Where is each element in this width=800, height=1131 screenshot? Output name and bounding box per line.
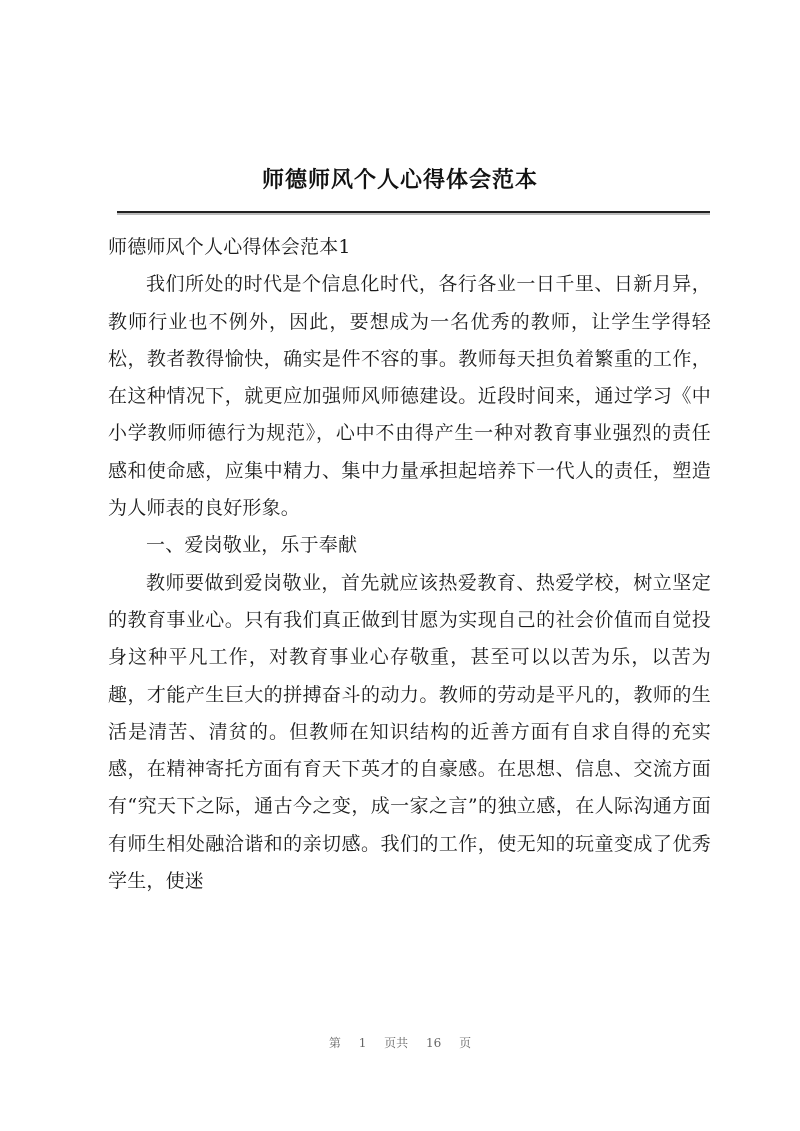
page-footer [0,1034,800,1051]
footer-prefix: 第 [328,1036,341,1050]
section-heading: 师德师风个人心得体会范本1 [108,236,351,258]
footer-middle: 页共 [384,1036,409,1050]
document-title: 师德师风个人心得体会范本 [261,167,538,193]
title-divider [117,211,710,213]
footer-suffix: 页 [459,1036,472,1050]
footer-total-pages: 16 [426,1036,442,1050]
paragraph-intro: 我们所处的时代是个信息化时代，各行各业一日千里、日新月异，教师行业也不例外，因此，要想成为一名优秀的教师，让学生学得轻松，教者教得愉快，确实是件不容的事。教师每天担负着繁重的工作，在这种情况下，就更应加强师风师德建设。近段时间来，通过学习《中小学教师师德行为规范》，心中不由得产生一种对教育事业强烈的责任感和使命感，应集中精力、集中力量承担起培养下一代人的责任，塑造为人师表的良好形象。 [108,273,711,520]
footer-page-number: 1 [358,1036,367,1050]
paragraph-dedication: 教师要做到爱岗敬业，首先就应该热爱教育、热爱学校，树立坚定的教育事业心。只有我们真正做到甘愿为实现自己的社会价值而自觉投身这种平凡工作，对教育事业心存敬重，甚至可以以苦为乐，以苦为趣，才能产生巨大的拼搏奋斗的动力。教师的劳动是平凡的，教师的生活是清苦、清贫的。但教师在知识结构的近善方面有自求自得的充实感，在精神寄托方面有育天下英才的自豪感。在思想、信息、交流方面有“究天下之际，通古今之变，成一家之言”的独立感，在人际沟通方面有师生相处融洽谐和的亲切感。我们的工作，使无知的玩童变成了优秀学生，使迷 [108,571,711,893]
document-body [108,229,711,900]
sub-heading: 一、爱岗敬业，乐于奉献 [146,534,358,557]
